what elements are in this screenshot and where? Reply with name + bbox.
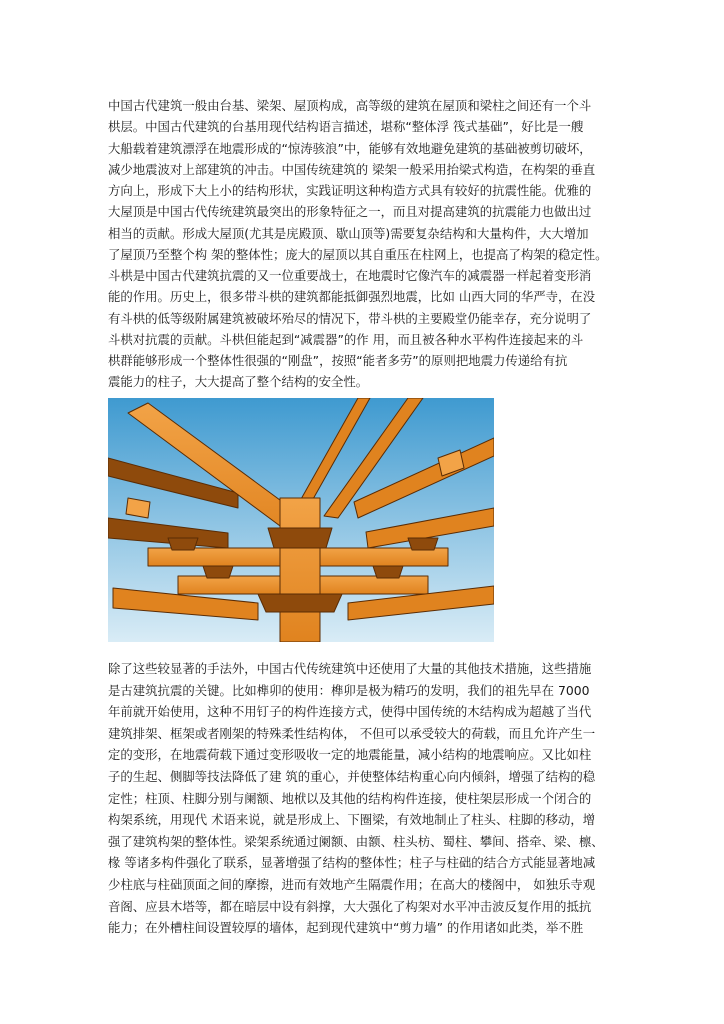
- column-shape: [280, 498, 320, 642]
- text-line: 斗栱是中国古代建筑抗震的又一位重要战士，在地震时它像汽车的减震器一样起着变形消: [108, 268, 592, 283]
- text-line: 除了这些较显著的手法外，中国古代传统建筑中还使用了大量的其他技术措施，这些措施: [108, 661, 592, 676]
- text-line: 震能力的柱子，大大提高了整个结构的安全性。: [108, 374, 369, 390]
- text-line: 定性；柱顶、柱脚分别与阑额、地栿以及其他的结构构件连接，使柱架层形成一个闭合的: [108, 790, 592, 806]
- text-line: 建筑排架、框架或者刚架的特殊柔性结构体， 不但可以承受较大的荷载，而且允许产生一: [108, 725, 596, 741]
- text-line: 栱层。中国古代建筑的台基用现代结构语言描述，堪称“整体浮 筏式基础”，好比是一艘: [108, 119, 584, 135]
- text-line: 相当的贡献。形成大屋顶(尤其是庑殿顶、歇山顶等)需要复杂结构和大量构件，大大增加: [108, 225, 589, 241]
- text-line: 有斗栱的低等级附属建筑被破坏殆尽的情况下，带斗栱的主要殿堂仍能幸存，充分说明了: [108, 310, 592, 326]
- beam-end-shape: [126, 498, 150, 518]
- text-line: 大屋顶是中国古代传统建筑最突出的形象特征之一，而且对提高建筑的抗震能力也做出过: [108, 204, 592, 220]
- bracket-block-shape: [268, 528, 332, 548]
- text-line: 是古建筑抗震的关键。比如榫卯的使用：榫卯是极为精巧的发明，我们的祖先早在 7000: [108, 682, 590, 698]
- text-line: 椽 等诸多构件强化了联系，显著增强了结构的整体性；柱子与柱础的结合方式能显著地减: [108, 855, 596, 871]
- bracket-block-shape: [258, 594, 342, 612]
- text-line: 能力；在外槽柱间设置较厚的墙体，起到现代建筑中“剪力墙” 的作用诸如此类，举不胜: [108, 920, 584, 936]
- text-line: 方向上，形成下大上小的结构形状，实践证明这种构造方式具有较好的抗震性能。优雅的: [108, 183, 592, 199]
- dougong-bracket-illustration: [108, 398, 494, 642]
- text-line: 强了建筑构架的整体性。梁架系统通过阑额、由额、柱头枋、蜀柱、攀间、搭牵、梁、檩、: [108, 833, 604, 849]
- bracket-block-shape: [408, 538, 438, 550]
- text-line: 减少地震波对上部建筑的冲击。中国传统建筑的 梁架一般采用抬梁式构造，在构架的垂直: [108, 161, 596, 177]
- paragraph-techniques: [108, 658, 628, 939]
- bracket-block-shape: [168, 538, 198, 550]
- text-line: 定的变形，在地震荷载下通过变形吸收一定的地震能量，减小结构的地震响应。又比如柱: [108, 747, 592, 763]
- text-line: 构架系统，用现代 术语来说，就是形成上、下圈梁，有效地制止了柱头、柱脚的移动，增: [108, 812, 596, 828]
- text-line: 中国古代建筑一般由台基、梁架、屋顶构成，高等级的建筑在屋顶和梁柱之间还有一个斗: [108, 98, 592, 113]
- paragraph-foundation-roof: [108, 95, 628, 265]
- text-line: 音阁、应县木塔等，都在暗层中设有斜撑，大大强化了构架对水平冲击波反复作用的抵抗: [108, 898, 592, 914]
- text-line: 大船载着建筑漂浮在地震形成的“惊涛骇浪”中，能够有效地避免建筑的基础被剪切破坏，: [108, 140, 592, 156]
- text-line: 子的生起、侧脚等技法降低了建 筑的重心，并使整体结构重心向内倾斜，增强了结构的稳: [108, 768, 596, 784]
- paragraph-dougong: [108, 265, 628, 393]
- text-line: 栱群能够形成一个整体性很强的“刚盘”，按照“能者多劳”的原则把地震力传递给有抗: [108, 353, 568, 369]
- text-line: 了屋顶乃至整个构 架的整体性；庞大的屋顶以其自重压在柱网上，也提高了构架的稳定性。: [108, 247, 608, 263]
- text-line: 年前就开始使用，这种不用钉子的构件连接方式，使得中国传统的木结构成为超越了当代: [108, 704, 592, 720]
- text-line: 少柱底与柱础顶面之间的摩擦，进而有效地产生隔震作用；在高大的楼阁中， 如独乐寺观: [108, 876, 596, 892]
- bracket-block-shape: [373, 566, 403, 578]
- text-line: 能的作用。历史上，很多带斗栱的建筑都能抵御强烈地震，比如 山西大同的华严寺，在没: [108, 289, 596, 305]
- bracket-block-shape: [203, 566, 233, 578]
- text-line: 斗栱对抗震的贡献。斗栱但能起到“减震器”的作 用，而且被各种水平构件连接起来的斗: [108, 331, 584, 347]
